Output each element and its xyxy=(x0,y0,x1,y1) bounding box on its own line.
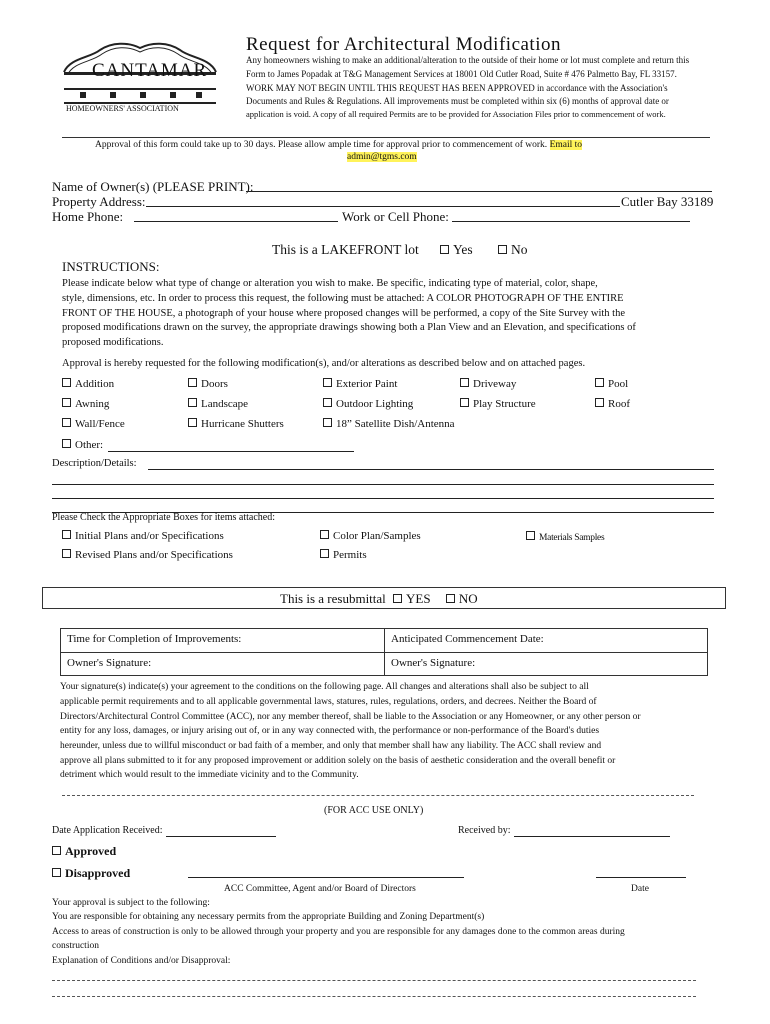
date-received-label: Date Application Received: xyxy=(52,825,163,836)
agreement-line-3: Directors/Architectural Control Committee (ACC), nor any member thereof, shall be liable to the Association or any Homeowner, or any other person or xyxy=(60,712,641,722)
received-by-label: Received by: xyxy=(458,825,511,836)
description-label: Description/Details: xyxy=(52,458,137,469)
attach-label: Materials Samples xyxy=(539,533,605,543)
option-label: Addition xyxy=(75,378,115,390)
cell-phone-label: Work or Cell Phone: xyxy=(342,209,449,224)
permits-note: You are responsible for obtaining any necessary permits from the appropriate Building and Zoning Department(s) xyxy=(52,912,485,922)
lakefront-label: This is a LAKEFRONT lot xyxy=(272,242,419,257)
explanation-field-1[interactable] xyxy=(52,980,696,981)
time-completion-cell[interactable] xyxy=(60,628,385,653)
request-line: Approval is hereby requested for the following modification(s), and/or alterations as described below and on attached pages. xyxy=(62,358,586,369)
option-addition[interactable] xyxy=(62,378,114,390)
acc-date-field[interactable] xyxy=(596,877,686,878)
attach-label: Initial Plans and/or Specifications xyxy=(75,530,224,542)
option-exterior-paint[interactable] xyxy=(323,378,397,390)
time-completion-label: Time for Completion of Improvements: xyxy=(67,633,242,645)
acc-use-label: (FOR ACC USE ONLY) xyxy=(324,805,424,816)
agreement-line-2: applicable permit requirements and to all applicable governmental laws, statures, rules, regulations, orders, and decrees. Neither the Board of xyxy=(60,697,597,707)
checkbox-icon[interactable] xyxy=(498,245,507,254)
resubmittal-question xyxy=(280,591,478,607)
received-by-field[interactable] xyxy=(514,836,670,837)
option-label: Awning xyxy=(75,398,110,410)
owner-signature-cell-1[interactable] xyxy=(60,652,385,676)
checkbox-icon[interactable] xyxy=(393,594,402,603)
header-line-4: Documents and Rules & Regulations. All improvements must be completed within six (6) months of approval date or xyxy=(246,96,669,106)
agreement-line-1: Your signature(s) indicate(s) your agreement to the conditions on the following page. All changes and alterations shall also be subject to all xyxy=(60,682,589,692)
explanation-label: Explanation of Conditions and/or Disapproval: xyxy=(52,956,231,966)
checkbox-icon[interactable] xyxy=(62,398,71,407)
description-field-1[interactable] xyxy=(148,469,714,470)
checkbox-icon[interactable] xyxy=(460,398,469,407)
checkbox-icon[interactable] xyxy=(62,439,71,448)
option-label: Wall/Fence xyxy=(75,418,125,430)
header-line-1: Any homeowners wishing to make an additional/alteration to the outside of their home or lot must complete and return this xyxy=(246,55,690,65)
checkbox-icon[interactable] xyxy=(526,531,535,540)
lakefront-no[interactable] xyxy=(498,242,528,258)
checkbox-icon[interactable] xyxy=(440,245,449,254)
option-other[interactable] xyxy=(62,439,103,451)
description-field-2[interactable] xyxy=(52,484,714,485)
owner-name-field[interactable] xyxy=(246,191,712,192)
option-driveway[interactable] xyxy=(460,378,516,390)
checkbox-icon[interactable] xyxy=(595,378,604,387)
home-phone-field[interactable] xyxy=(134,221,338,222)
owner-signature-cell-2[interactable] xyxy=(384,652,708,676)
lakefront-yes[interactable] xyxy=(440,242,473,258)
option-label: Pool xyxy=(608,378,629,390)
approved-label: Approved xyxy=(65,844,117,858)
option-wall-fence[interactable] xyxy=(62,418,125,430)
attach-initial-plans[interactable] xyxy=(62,530,224,542)
checkbox-icon[interactable] xyxy=(446,594,455,603)
other-field[interactable] xyxy=(108,451,354,452)
checkbox-icon[interactable] xyxy=(323,378,332,387)
email-link[interactable]: admin@tgms.com xyxy=(347,152,417,162)
agreement-line-4: entity for any loss, damages, or injury arising out of, or in any way connected with, the performance or non-performance of the Board's duties xyxy=(60,726,600,736)
option-label: Outdoor Lighting xyxy=(336,398,414,410)
property-address-suffix: Cutler Bay 33189 xyxy=(621,194,714,209)
date-received-field[interactable] xyxy=(166,836,276,837)
resubmittal-label: This is a resubmittal xyxy=(280,591,386,606)
approved-option[interactable] xyxy=(52,844,116,859)
checkbox-icon[interactable] xyxy=(595,398,604,407)
logo-subtitle: HOMEOWNERS' ASSOCIATION xyxy=(66,104,179,113)
acc-date-label: Date xyxy=(631,884,649,894)
owner-signature-label-1: Owner's Signature: xyxy=(67,657,152,669)
option-label: 18” Satellite Dish/Antenna xyxy=(336,418,455,430)
attachments-label: Please Check the Appropriate Boxes for items attached: xyxy=(52,512,275,523)
checkbox-icon[interactable] xyxy=(62,549,71,558)
checkbox-icon[interactable] xyxy=(323,398,332,407)
committee-signature-field[interactable] xyxy=(188,877,464,878)
option-awning[interactable] xyxy=(62,398,109,410)
property-address-label: Property Address: xyxy=(52,194,146,209)
instructions-heading: INSTRUCTIONS: xyxy=(62,259,160,274)
option-roof[interactable] xyxy=(595,398,630,410)
resubmittal-no: NO xyxy=(458,591,478,606)
logo-name: CANTAMAR xyxy=(92,60,208,81)
agreement-line-6: approve all plans submitted to it for any proposed improvement or addition solely on the basis of aesthetic consideration and the overall benefit or xyxy=(60,756,616,766)
checkbox-icon[interactable] xyxy=(188,398,197,407)
option-label: Doors xyxy=(201,378,228,390)
acc-divider xyxy=(62,795,694,796)
option-label: Hurricane Shutters xyxy=(201,418,284,430)
option-label: Other: xyxy=(75,439,104,451)
approval-subject-label: Your approval is subject to the following: xyxy=(52,898,210,908)
option-satellite-dish[interactable] xyxy=(323,418,455,430)
checkbox-icon[interactable] xyxy=(188,418,197,427)
checkbox-icon[interactable] xyxy=(188,378,197,387)
header-line-5: application is void. A copy of all required Permits are to be provided for Association Files prior to commencement of work. xyxy=(246,109,666,119)
checkbox-icon[interactable] xyxy=(320,530,329,539)
agreement-line-7: detriment which would result to the immediate vicinity and to the Community. xyxy=(60,770,359,780)
instructions-line-5: proposed modifications. xyxy=(62,337,164,348)
agreement-line-5: hereunder, unless due to willful misconduct or bad faith of a member, and only that member shall haw any liability. The ACC shall review and xyxy=(60,741,602,751)
option-label: Driveway xyxy=(473,378,517,390)
checkbox-icon[interactable] xyxy=(62,530,71,539)
option-hurricane-shutters[interactable] xyxy=(188,418,284,430)
option-label: Exterior Paint xyxy=(336,378,398,390)
checkbox-icon[interactable] xyxy=(323,418,332,427)
header-divider xyxy=(62,137,710,138)
page-title: Request for Architectural Modification xyxy=(246,34,561,55)
option-play-structure[interactable] xyxy=(460,398,536,410)
checkbox-icon[interactable] xyxy=(62,418,71,427)
option-landscape[interactable] xyxy=(188,398,248,410)
explanation-field-2[interactable] xyxy=(52,996,696,997)
owner-name-label: Name of Owner(s) (PLEASE PRINT): xyxy=(52,179,254,194)
access-note-2: construction xyxy=(52,941,99,951)
checkbox-icon[interactable] xyxy=(52,868,61,877)
disapproved-option[interactable] xyxy=(52,866,130,881)
attach-label: Color Plan/Samples xyxy=(333,530,421,542)
option-doors[interactable] xyxy=(188,378,228,390)
checkbox-icon[interactable] xyxy=(52,846,61,855)
attach-color-plan[interactable] xyxy=(320,530,421,542)
header-line-2: Form to James Popadak at T&G Management Services at 18001 Old Cutler Road, Suite # 476 Palmetto Bay, FL 33157. xyxy=(246,69,677,79)
cell-phone-field[interactable] xyxy=(452,221,690,222)
lakefront-yes-label: Yes xyxy=(453,242,473,257)
header-line-3: WORK MAY NOT BEGIN UNTIL THIS REQUEST HAS BEEN APPROVED in accordance with the Association's xyxy=(246,83,668,93)
commencement-label: Anticipated Commencement Date: xyxy=(391,633,544,645)
property-address-field[interactable] xyxy=(146,206,620,207)
approval-note xyxy=(95,140,582,150)
access-note-1: Access to areas of construction is only to be allowed through your property and you are responsible for any damages done to the common areas during xyxy=(52,927,625,937)
option-pool[interactable] xyxy=(595,378,628,390)
home-phone-label: Home Phone: xyxy=(52,209,124,224)
checkbox-icon[interactable] xyxy=(320,549,329,558)
option-label: Play Structure xyxy=(473,398,536,410)
attach-label: Permits xyxy=(333,549,367,561)
instructions-line-1: Please indicate below what type of change or alteration you wish to make. Be specific, indicating type of material, color, shape, xyxy=(62,278,598,289)
option-label: Landscape xyxy=(201,398,249,410)
owner-signature-label-2: Owner's Signature: xyxy=(391,657,476,669)
email-prefix: Email to xyxy=(549,140,583,150)
attach-permits[interactable] xyxy=(320,549,367,561)
option-outdoor-lighting[interactable] xyxy=(323,398,413,410)
checkbox-icon[interactable] xyxy=(62,378,71,387)
instructions-line-2: style, dimensions, etc. In order to process this request, the following must be attached: A COLOR PHOTOGRAPH OF THE ENTIRE xyxy=(62,293,624,304)
committee-label: ACC Committee, Agent and/or Board of Directors xyxy=(224,884,416,894)
attach-label: Revised Plans and/or Specifications xyxy=(75,549,233,561)
disapproved-label: Disapproved xyxy=(65,866,131,880)
instructions-line-4: proposed modifications drawn on the survey, the appropriate drawings showing both a Plan View and an Elevation, and specifications of xyxy=(62,322,636,333)
lakefront-no-label: No xyxy=(511,242,528,257)
attach-revised-plans[interactable] xyxy=(62,549,233,561)
instructions-line-3: FRONT OF THE HOUSE, a photograph of your house where proposed changes will be performed, a copy of the Site Survey with the xyxy=(62,308,626,319)
attach-materials[interactable] xyxy=(526,531,604,543)
checkbox-icon[interactable] xyxy=(460,378,469,387)
option-label: Roof xyxy=(608,398,630,410)
description-field-3[interactable] xyxy=(52,498,714,499)
commencement-cell[interactable] xyxy=(384,628,708,653)
resubmittal-yes: YES xyxy=(406,591,431,606)
approval-note-text: Approval of this form could take up to 30 days. Please allow ample time for approval prior to commencement of work. xyxy=(95,140,548,150)
